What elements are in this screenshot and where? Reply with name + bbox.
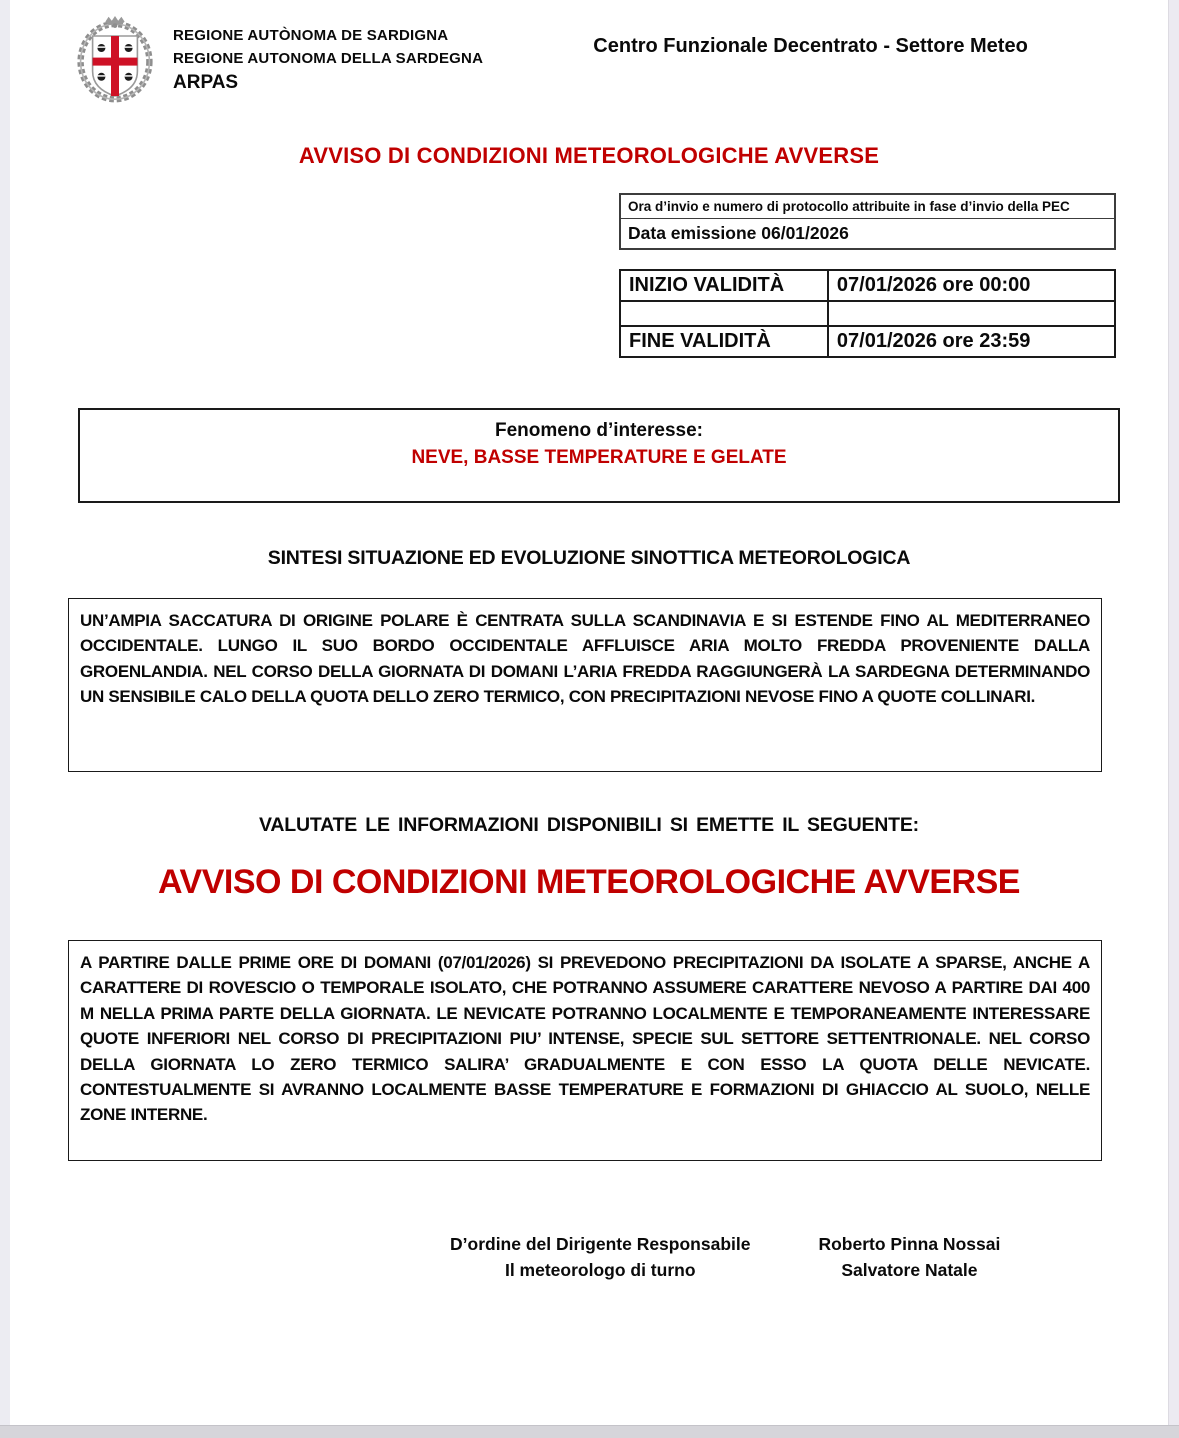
protocol-table xyxy=(619,193,1116,250)
office-title: Centro Funzionale Decentrato - Settore Meteo xyxy=(593,35,1028,57)
phenomenon-label: Fenomeno d’interesse: xyxy=(495,420,703,441)
validity-spacer-cell xyxy=(828,301,1115,326)
signature-block xyxy=(10,1231,1168,1283)
phenomenon-box xyxy=(78,408,1120,503)
emission-date-cell: Data emissione 06/01/2026 xyxy=(620,219,1115,250)
horizontal-scrollbar-track[interactable] xyxy=(0,1425,1179,1438)
org-acronym: ARPAS xyxy=(173,72,239,93)
sardinia-coat-of-arms-icon xyxy=(75,15,155,105)
synthesis-body: UN’AMPIA SACCATURA DI ORIGINE POLARE È CENTRATA SULLA SCANDINAVIA E SI ESTENDE FINO AL MEDITERRANEO OCCIDENTALE. LUNGO IL SUO BORDO OCCIDENTALE AFFLUISCE ARIA MOLTO FREDDA PROVENIENTE DALLA GROENLANDIA. NEL CORSO DELLA GIORNATA DI DOMANI L’ARIA FREDDA RAGGIUNGERÀ LA SARDEGNA DETERMINANDO UN SENSIBILE CALO DELLA QUOTA DELLO ZERO TERMICO, CON PRECIPITAZIONI NEVOSE FINO A QUOTE COLLINARI. xyxy=(80,611,1090,707)
signature-names xyxy=(818,1231,1000,1283)
validity-start-label: INIZIO VALIDITÀ xyxy=(620,270,828,301)
phenomenon-value: NEVE, BASSE TEMPERATURE E GELATE xyxy=(411,447,787,468)
validity-spacer-cell xyxy=(620,301,828,326)
metadata-tables xyxy=(619,193,1116,358)
org-name-sardinian: REGIONE AUTÒNOMA DE SARDIGNA xyxy=(173,27,449,44)
warning-body: A PARTIRE DALLE PRIME ORE DI DOMANI (07/01/2026) SI PREVEDONO PRECIPITAZIONI DA ISOLATE A SPARSE, ANCHE A CARATTERE DI ROVESCIO O TEMPORALE ISOLATO, CHE POTRANNO ASSUMERE CARATTERE NEVOSO A PARTIRE DAI 400 M NELLA PRIMA PARTE DELLA GIORNATA. LE NEVICATE POTRANNO LOCALMENTE E TEMPORANEAMENTE INTERESSARE QUOTE INFERIORI NEL CORSO DI PRECIPITAZIONI PIU’ INTENSE, SPECIE SUL SETTORE SETTENTRIONALE. NEL CORSO DELLA GIORNATA LO ZERO TERMICO SALIRA’ GRADUALMENTE E CON ESSO LA QUOTA DELLE NEVICATE. CONTESTUALMENTE SI AVRANNO LOCALMENTE BASSE TEMPERATURE E FORMAZIONI DI GHIACCIO AL SUOLO, NELLE ZONE INTERNE. xyxy=(80,953,1090,1125)
document-title: AVVISO DI CONDIZIONI METEOROLOGICHE AVVERSE xyxy=(298,143,880,168)
signature-name-1: Roberto Pinna Nossai xyxy=(818,1234,1001,1254)
pec-protocol-cell: Ora d’invio e numero di protocollo attribuite in fase d’invio della PEC xyxy=(620,194,1115,219)
warning-box xyxy=(68,940,1102,1161)
document-header xyxy=(10,0,1168,105)
vertical-scrollbar-track[interactable] xyxy=(1168,0,1179,1438)
validity-end-value: 07/01/2026 ore 23:59 xyxy=(828,326,1115,357)
validity-table xyxy=(619,269,1116,358)
warning-main-title: AVVISO DI CONDIZIONI METEOROLOGICHE AVVERSE xyxy=(158,863,1020,901)
decision-line: VALUTATE LE INFORMAZIONI DISPONIBILI SI EMETTE IL SEGUENTE: xyxy=(259,814,919,836)
signature-role-line1: D’ordine del Dirigente Responsabile xyxy=(450,1234,751,1254)
synthesis-box xyxy=(68,598,1102,772)
signature-role-line2: Il meteorologo di turno xyxy=(504,1260,696,1280)
validity-end-label: FINE VALIDITÀ xyxy=(620,326,828,357)
synthesis-heading: SINTESI SITUAZIONE ED EVOLUZIONE SINOTTICA METEOROLOGICA xyxy=(267,547,911,569)
validity-start-value: 07/01/2026 ore 00:00 xyxy=(828,270,1115,301)
signature-name-2: Salvatore Natale xyxy=(841,1260,978,1280)
document-page xyxy=(10,0,1168,1425)
signature-role xyxy=(450,1231,750,1283)
org-name-italian: REGIONE AUTONOMA DELLA SARDEGNA xyxy=(173,50,484,67)
organization-block xyxy=(173,15,483,105)
